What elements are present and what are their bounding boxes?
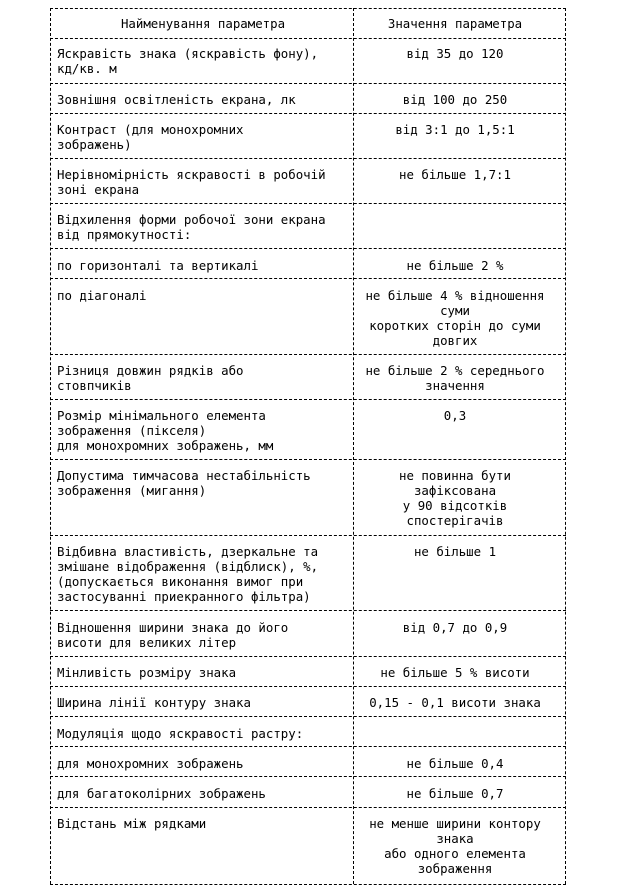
row-separator — [50, 459, 566, 460]
row-value: 0,15 - 0,1 висоти знака — [369, 695, 541, 710]
row-separator — [50, 746, 566, 747]
row-separator — [50, 535, 566, 536]
row-value: не більше 1,7:1 — [399, 167, 511, 182]
row-separator — [50, 113, 566, 114]
row-value: не менше ширини контору знака або одного елемента зображення — [369, 816, 541, 876]
row-value: не більше 2 % середнього значення — [365, 363, 545, 393]
row-value: не більше 5 % висоти — [380, 665, 530, 680]
row-separator — [50, 83, 566, 84]
row-param: Контраст (для монохромних зображень) — [57, 122, 244, 152]
row-separator — [50, 656, 566, 657]
row-value: не більше 0,4 — [406, 756, 504, 771]
row-param: Відношення ширини знака до його висоти для великих літер — [57, 620, 289, 650]
row-value: від 0,7 до 0,9 — [402, 620, 508, 635]
row-param: для багатоколірних зображень — [57, 786, 266, 801]
row-param: Відстань між рядками — [57, 816, 207, 831]
header-parameter-value: Значення параметра — [387, 16, 523, 31]
row-separator — [50, 203, 566, 204]
row-separator — [50, 807, 566, 808]
row-value: не повинна бути зафіксована у 90 відсотків спостерігачів — [399, 468, 511, 528]
row-value: не більше 0,7 — [406, 786, 504, 801]
table-right-border — [565, 8, 566, 884]
row-separator — [50, 776, 566, 777]
row-value: від 100 до 250 — [402, 92, 508, 107]
row-param: Яскравість знака (яскравість фону), кд/кв. м — [57, 46, 319, 76]
row-param: Модуляція щодо яскравості растру: — [57, 726, 304, 741]
row-separator — [50, 278, 566, 279]
row-param: Розмір мінімального елемента зображення (пікселя) для монохромних зображень, мм — [57, 408, 274, 453]
row-param: Зовнішня освітленість екрана, лк — [57, 92, 296, 107]
row-separator — [50, 8, 566, 9]
row-param: для монохромних зображень — [57, 756, 244, 771]
table-bottom-border — [50, 884, 566, 885]
header-parameter-name: Найменування параметра — [120, 16, 286, 31]
row-param: Відхилення форми робочої зони екрана від прямокутності: — [57, 212, 326, 242]
row-separator — [50, 686, 566, 687]
table-column-divider — [353, 8, 354, 884]
row-separator — [50, 158, 566, 159]
row-param: Допустима тимчасова нестабільність зображення (мигання) — [57, 468, 311, 498]
row-separator — [50, 610, 566, 611]
row-value: не більше 2 % — [406, 258, 504, 273]
row-param: Різниця довжин рядків або стовпчиків — [57, 363, 244, 393]
table-left-border — [50, 8, 51, 884]
row-value: не більше 1 — [413, 544, 497, 559]
row-param: Ширина лінії контуру знака — [57, 695, 251, 710]
row-separator — [50, 399, 566, 400]
row-separator — [50, 38, 566, 39]
row-value: від 3:1 до 1,5:1 — [395, 122, 515, 137]
row-separator — [50, 716, 566, 717]
row-separator — [50, 248, 566, 249]
row-param: Відбивна властивість, дзеркальне та змішане відображення (відблиск), %, (допускається виконання вимог при застосуванні приекранного фільтра) — [57, 544, 319, 604]
row-separator — [50, 354, 566, 355]
row-param: по діагоналі — [57, 288, 147, 303]
row-param: по горизонталі та вертикалі — [57, 258, 259, 273]
row-param: Мінливість розміру знака — [57, 665, 237, 680]
row-param: Нерівномірність яскравості в робочій зоні екрана — [57, 167, 326, 197]
row-value: від 35 до 120 — [406, 46, 504, 61]
row-value: не більше 4 % відношення суми коротких сторін до суми довгих — [365, 288, 545, 348]
row-value: 0,3 — [443, 408, 467, 423]
